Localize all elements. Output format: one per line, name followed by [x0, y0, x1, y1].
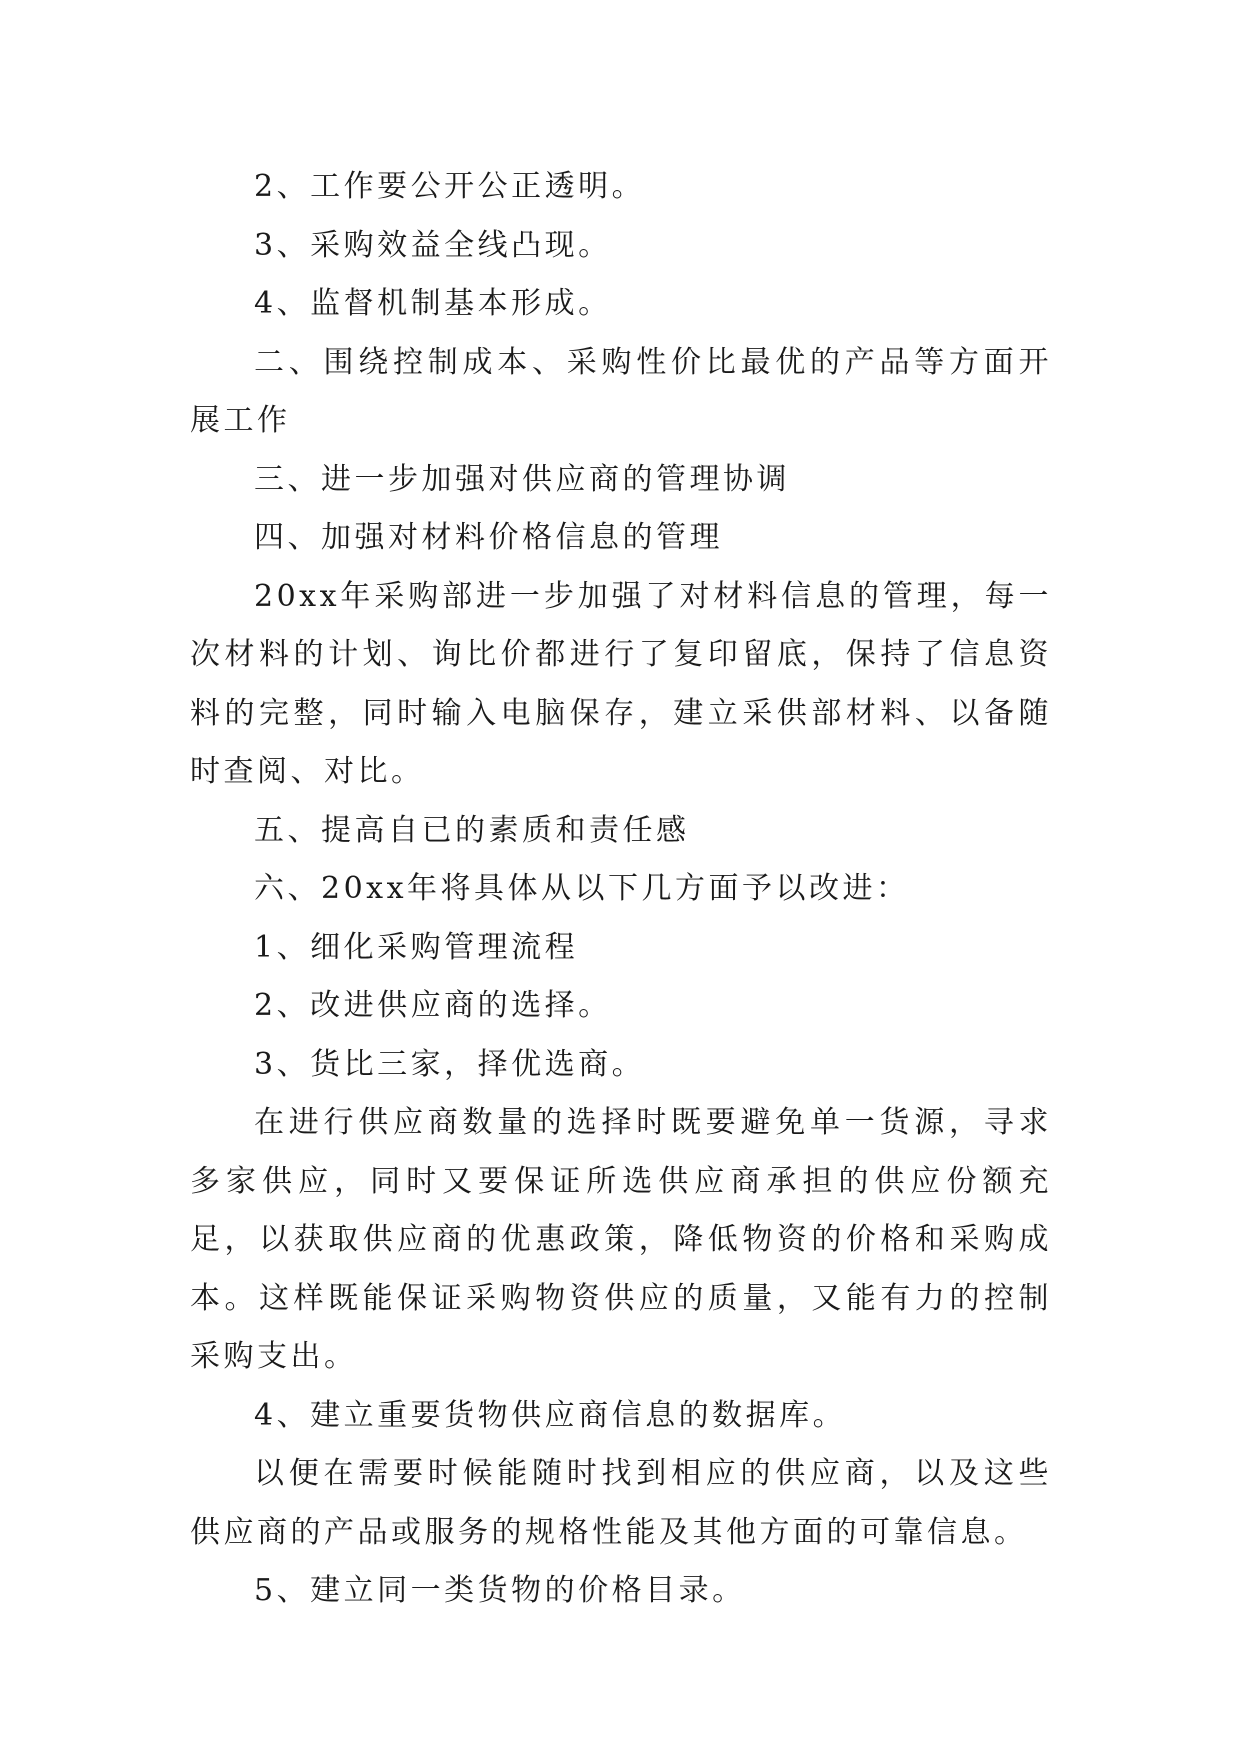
paragraph-supplier-selection: 在进行供应商数量的选择时既要避免单一货源，寻求多家供应，同时又要保证所选供应商承担的供应份额充足，以获取供应商的优惠政策，降低物资的价格和采购成本。这样既能保证采购物资供应的质量，又能有力的控制采购支出。: [190, 1105, 1052, 1374]
paragraph-item-2: 3、采购效益全线凸现。: [254, 227, 612, 263]
section-heading-3: 三、进一步加强对供应商的管理协调: [254, 461, 790, 497]
improvement-item-3: 3、货比三家，择优选商。: [254, 1046, 646, 1082]
section-heading-4: 四、加强对材料价格信息的管理: [254, 520, 723, 555]
paragraph-material-info: 20xx年采购部进一步加强了对材料信息的管理，每一次材料的计划、询比价都进行了复印留底，保持了信息资料的完整，同时输入电脑保存，建立采供部材料、以备随时查阅、对比。: [190, 578, 1052, 789]
section-heading-6: 六、20xx年将具体从以下几方面予以改进：: [254, 871, 910, 906]
improvement-item-5: 5、建立同一类货物的价格目录。: [254, 1573, 746, 1608]
paragraph-item-3: 4、监督机制基本形成。: [254, 286, 612, 321]
improvement-item-1: 1、细化采购管理流程: [254, 929, 579, 965]
section-heading-2: 二、围绕控制成本、采购性价比最优的产品等方面开展工作: [190, 344, 1052, 438]
document-body: [190, 158, 1052, 1621]
section-heading-5: 五、提高自已的素质和责任感: [254, 812, 690, 848]
paragraph-item-1: 2、工作要公开公正透明。: [254, 169, 646, 204]
paragraph-database: 以便在需要时候能随时找到相应的供应商，以及这些供应商的产品或服务的规格性能及其他方面的可靠信息。: [190, 1456, 1052, 1550]
improvement-item-4: 4、建立重要货物供应商信息的数据库。: [254, 1397, 847, 1433]
improvement-item-2: 2、改进供应商的选择。: [254, 988, 612, 1023]
